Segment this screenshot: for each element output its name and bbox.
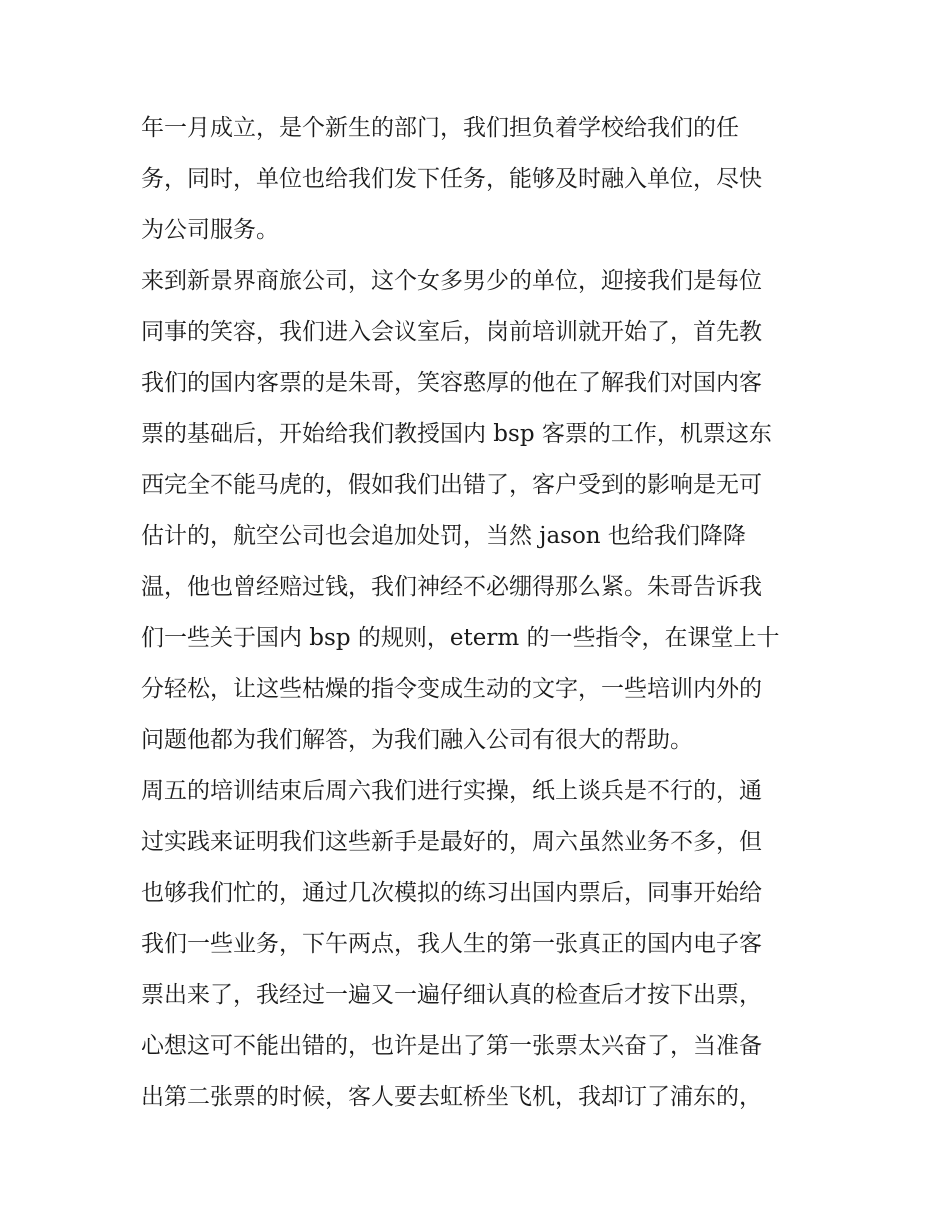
body-text [141, 103, 821, 1123]
text-line: 过实践来证明我们这些新手是最好的，周六虽然业务不多，但 [141, 829, 762, 855]
text-line: 同事的笑容，我们进入会议室后，岗前培训就开始了，首先教 [141, 319, 762, 345]
text-line: 票出来了，我经过一遍又一遍仔细认真的检查后才按下出票， [141, 982, 762, 1008]
text-line: 务，同时，单位也给我们发下任务，能够及时融入单位，尽快 [141, 166, 762, 192]
text-line: 估计的，航空公司也会追加处罚，当然 jason 也给我们降降 [141, 523, 746, 549]
text-line: 来到新景界商旅公司，这个女多男少的单位，迎接我们是每位 [141, 268, 762, 294]
text-line: 西完全不能马虎的，假如我们出错了，客户受到的影响是无可 [141, 472, 762, 498]
text-line: 也够我们忙的，通过几次模拟的练习出国内票后，同事开始给 [141, 880, 762, 906]
text-line: 我们一些业务，下午两点，我人生的第一张真正的国内电子客 [141, 931, 762, 957]
text-line: 分轻松，让这些枯燥的指令变成生动的文字，一些培训内外的 [141, 676, 762, 702]
text-line: 周五的培训结束后周六我们进行实操，纸上谈兵是不行的，通 [141, 778, 762, 804]
text-line: 年一月成立，是个新生的部门，我们担负着学校给我们的任 [141, 115, 739, 141]
text-line: 们一些关于国内 bsp 的规则，eterm 的一些指令，在课堂上十 [141, 625, 780, 651]
text-line: 为公司服务。 [141, 217, 279, 243]
text-line: 问题他都为我们解答，为我们融入公司有很大的帮助。 [141, 727, 693, 753]
text-line: 出第二张票的时候，客人要去虹桥坐飞机，我却订了浦东的， [141, 1084, 762, 1110]
text-line: 我们的国内客票的是朱哥，笑容憨厚的他在了解我们对国内客 [141, 370, 762, 396]
text-line: 心想这可不能出错的，也许是出了第一张票太兴奋了，当准备 [141, 1033, 762, 1059]
text-line: 温，他也曾经赔过钱，我们神经不必绷得那么紧。朱哥告诉我 [141, 574, 762, 600]
text-line: 票的基础后，开始给我们教授国内 bsp 客票的工作，机票这东 [141, 421, 772, 447]
